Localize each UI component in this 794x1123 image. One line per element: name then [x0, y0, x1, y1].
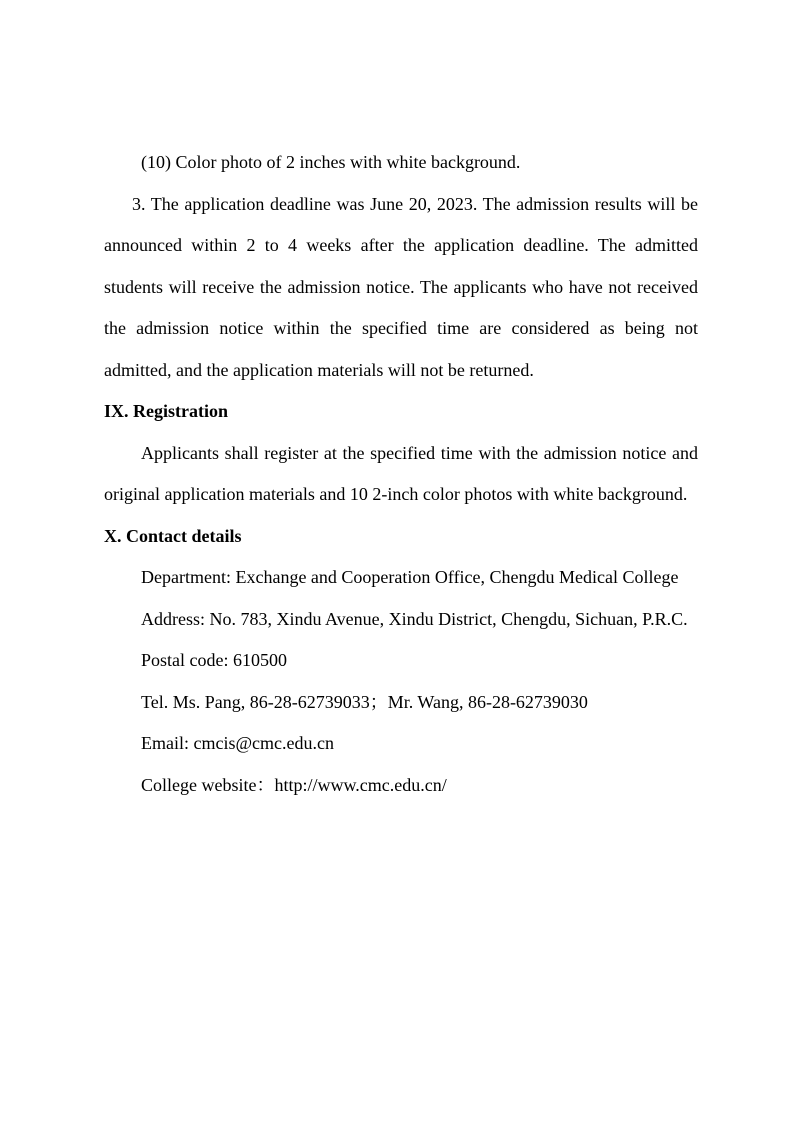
contact-telephone: Tel. Ms. Pang, 86-28-62739033；Mr. Wang, 86-28-62739030	[141, 691, 588, 712]
contact-department: Department: Exchange and Cooperation Office, Chengdu Medical College	[141, 567, 679, 587]
deadline-paragraph: 3. The application deadline was June 20, 2023. The admission results will be announced within 2 to 4 weeks after the application deadline. The admitted students will receive the admission notice. The applicants who have not received the admission notice within the specified time are considered as being not admitted, and the application materials will not be returned.	[104, 193, 698, 380]
contact-website: College website：http://www.cmc.edu.cn/	[141, 774, 447, 795]
document-page	[104, 142, 698, 806]
registration-paragraph: Applicants shall register at the specified time with the admission notice and original application materials and 10 2-inch color photos with white background.	[104, 442, 698, 504]
contact-email: Email: cmcis@cmc.edu.cn	[141, 733, 335, 753]
contact-details-heading: X. Contact details	[104, 525, 242, 546]
registration-heading: IX. Registration	[104, 401, 228, 421]
contact-postal-code: Postal code: 610500	[141, 650, 287, 670]
contact-address: Address: No. 783, Xindu Avenue, Xindu District, Chengdu, Sichuan, P.R.C.	[141, 608, 688, 629]
materials-item-10: (10) Color photo of 2 inches with white background.	[141, 152, 521, 172]
